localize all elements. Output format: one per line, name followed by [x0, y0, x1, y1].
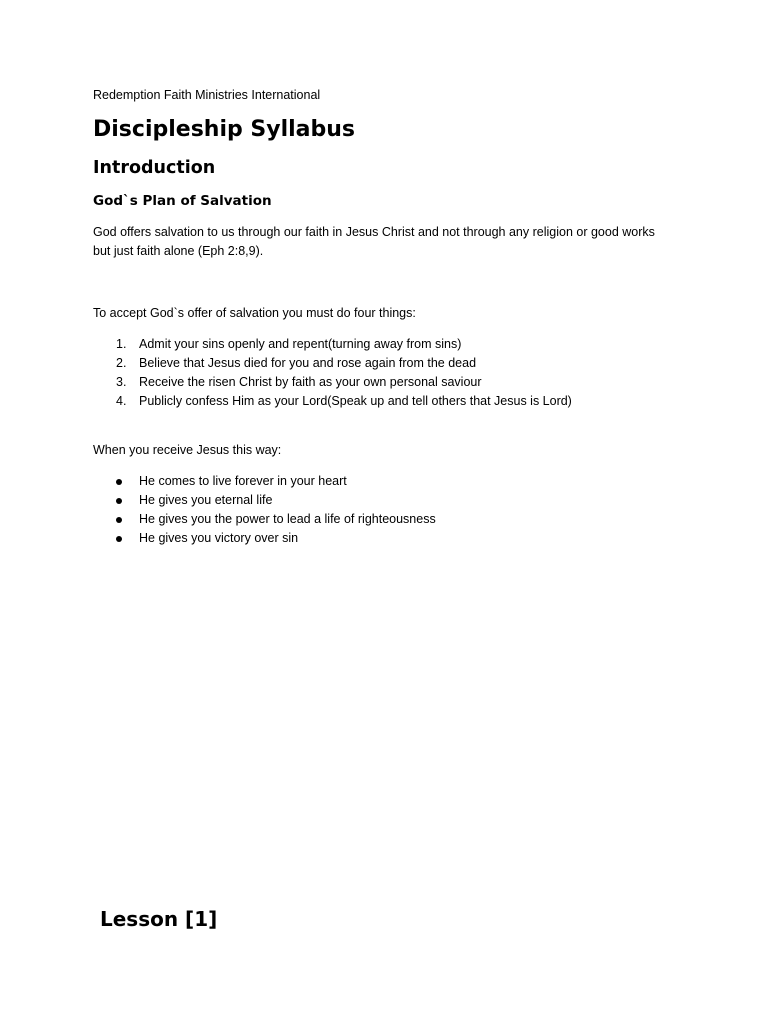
list-item-text: Receive the risen Christ by faith as your own personal saviour — [139, 375, 482, 389]
benefits-list — [93, 472, 436, 548]
list-number: 2. — [116, 356, 127, 370]
list-item-text: He gives you victory over sin — [139, 531, 299, 545]
list-number: 1. — [116, 337, 127, 351]
bullet-icon — [116, 517, 122, 523]
steps-list — [93, 335, 572, 411]
section-heading: Introduction — [93, 158, 216, 178]
list-item — [93, 510, 436, 529]
subsection-heading: God`s Plan of Salvation — [93, 193, 272, 209]
lesson-heading: Lesson [1] — [100, 907, 218, 931]
bullet-icon — [116, 479, 122, 485]
list-item-text: Publicly confess Him as your Lord(Speak up and tell others that Jesus is Lord) — [139, 394, 572, 408]
list-item — [93, 392, 572, 411]
list-item-text: He gives you eternal life — [139, 493, 273, 507]
list-number: 4. — [116, 394, 127, 408]
bullet-icon — [116, 536, 122, 542]
salvation-paragraph: God offers salvation to us through our faith in Jesus Christ and not through any religion or good works but just faith alone (Eph 2:8,9). — [93, 225, 655, 258]
list-number: 3. — [116, 375, 127, 389]
list-item-text: Admit your sins openly and repent(turning away from sins) — [139, 337, 462, 351]
list-item — [93, 354, 572, 373]
page-title: Discipleship Syllabus — [93, 117, 356, 142]
list-item — [93, 373, 572, 392]
list-item — [93, 491, 436, 510]
list-item-text: Believe that Jesus died for you and rose again from the dead — [139, 356, 477, 370]
list-item — [93, 472, 436, 491]
steps-intro: To accept God`s offer of salvation you must do four things: — [93, 306, 416, 320]
benefits-intro: When you receive Jesus this way: — [93, 443, 282, 457]
bullet-icon — [116, 498, 122, 504]
list-item — [93, 529, 436, 548]
list-item-text: He comes to live forever in your heart — [139, 474, 347, 488]
organization-name: Redemption Faith Ministries International — [93, 88, 321, 102]
list-item-text: He gives you the power to lead a life of righteousness — [139, 512, 436, 526]
list-item — [93, 335, 572, 354]
